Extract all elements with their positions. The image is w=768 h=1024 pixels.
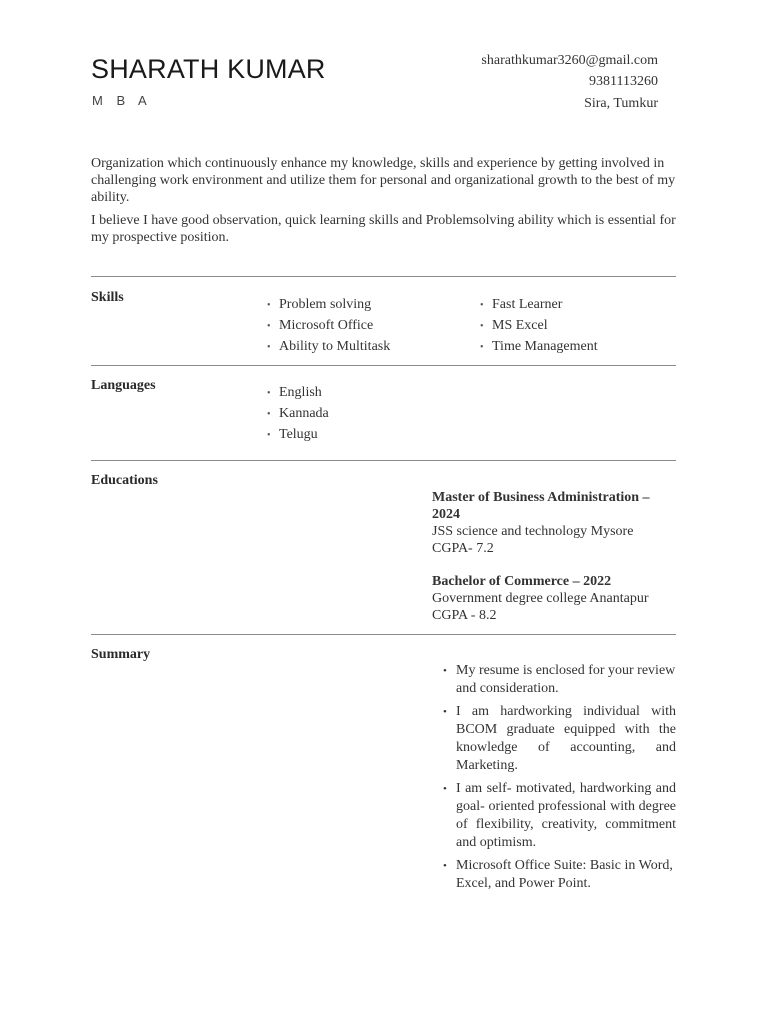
objective-paragraph: Organization which continuously enhance my knowledge, skills and experience by getting involved in challenging work environment and utilize them for personal and organizational growth to the best of my ability.: [91, 156, 676, 205]
list-item: • Fast Learner: [480, 294, 598, 315]
location-text: Sira, Tumkur: [584, 96, 658, 111]
summary-heading: Summary: [91, 647, 151, 662]
objective-section: [91, 155, 677, 252]
bullet-icon: •: [480, 321, 484, 332]
skills-list-left: [267, 294, 390, 357]
list-item: • I am self- motivated, hardworking and goal- oriented professional with degree of flexibility, creativity, commitment and optimism.: [443, 781, 676, 850]
skills-list-right: [480, 294, 598, 357]
section-divider: [91, 634, 676, 635]
bullet-icon: •: [267, 430, 271, 441]
languages-list: [267, 382, 329, 445]
bullet-icon: •: [443, 860, 447, 872]
education-school: Government degree college Anantapur: [432, 591, 649, 606]
bullet-icon: •: [267, 342, 271, 353]
contact-block: [481, 50, 658, 114]
skills-heading: Skills: [91, 290, 124, 305]
email-text: sharathkumar3260@gmail.com: [481, 53, 658, 68]
list-item: • English: [267, 382, 329, 403]
bullet-icon: •: [443, 706, 447, 718]
section-divider: [91, 460, 676, 461]
languages-heading: Languages: [91, 378, 156, 393]
educations-heading: Educations: [91, 473, 158, 488]
bullet-icon: •: [443, 665, 447, 677]
education-school: JSS science and technology Mysore: [432, 524, 634, 539]
list-item: • Microsoft Office Suite: Basic in Word, Excel, and Power Point.: [443, 858, 673, 891]
education-entry: [432, 573, 672, 624]
phone-text: 9381113260: [589, 74, 658, 89]
bullet-icon: •: [267, 300, 271, 311]
education-degree: Bachelor of Commerce – 2022: [432, 574, 612, 589]
bullet-icon: •: [480, 342, 484, 353]
bullet-icon: •: [443, 783, 447, 795]
education-degree: Master of Business Administration – 2024: [432, 490, 650, 522]
bullet-icon: •: [267, 409, 271, 420]
objective-paragraph: I believe I have good observation, quick learning skills and Problemsolving ability which is essential for my prospective position.: [91, 213, 676, 245]
candidate-name: SHARATH KUMAR: [91, 54, 326, 84]
list-item: • Telugu: [267, 424, 329, 445]
section-divider: [91, 276, 676, 277]
bullet-icon: •: [480, 300, 484, 311]
list-item: • My resume is enclosed for your review and consideration.: [443, 663, 676, 696]
list-item: • Microsoft Office: [267, 315, 390, 336]
education-entry: [432, 489, 672, 557]
list-item: • Ability to Multitask: [267, 336, 390, 357]
section-divider: [91, 365, 676, 366]
education-score: CGPA - 8.2: [432, 608, 497, 623]
list-item: • Kannada: [267, 403, 329, 424]
education-score: CGPA- 7.2: [432, 541, 494, 556]
bullet-icon: •: [267, 388, 271, 399]
list-item: • Time Management: [480, 336, 598, 357]
bullet-icon: •: [267, 321, 271, 332]
list-item: • MS Excel: [480, 315, 598, 336]
list-item: • Problem solving: [267, 294, 390, 315]
candidate-degree: M B A: [92, 93, 152, 108]
summary-list: [443, 662, 676, 898]
list-item: • I am hardworking individual with BCOM graduate equipped with the knowledge of accounting, and Marketing.: [443, 704, 676, 773]
